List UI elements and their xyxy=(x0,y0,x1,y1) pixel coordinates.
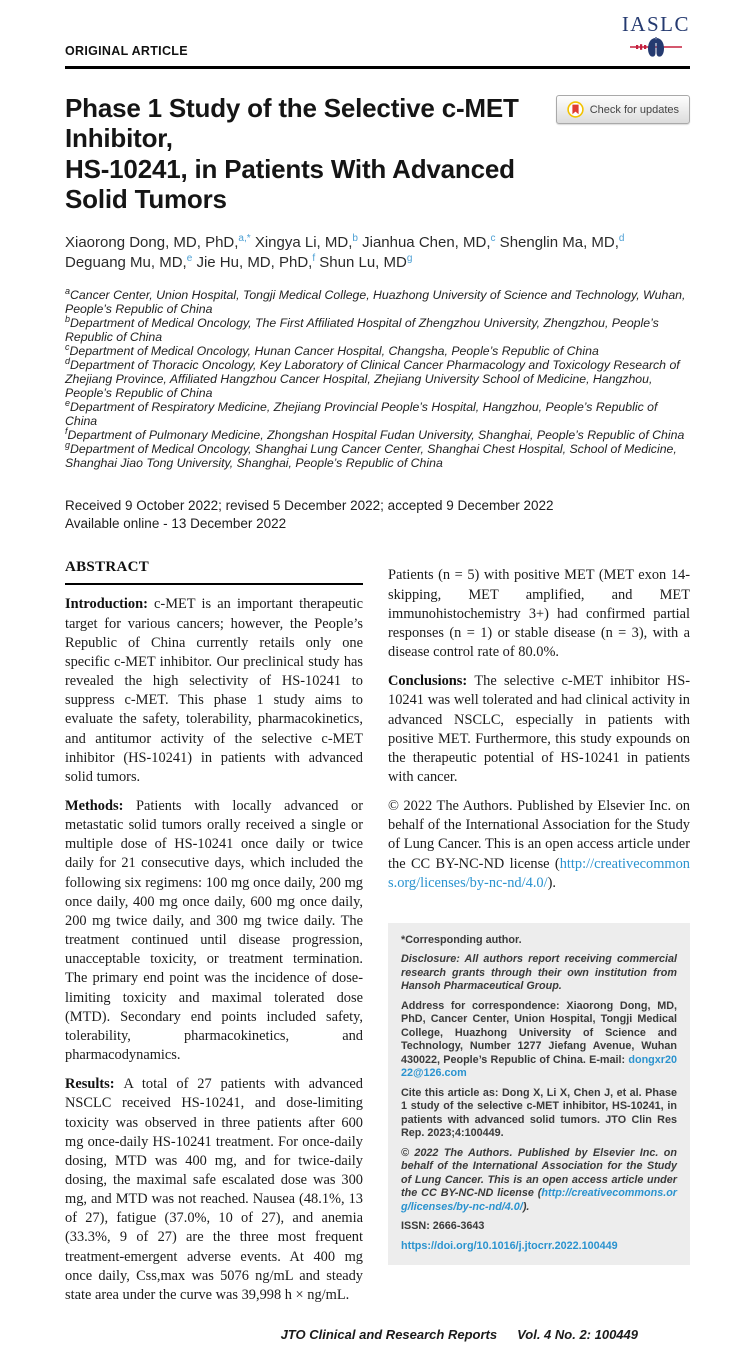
page-header xyxy=(65,14,690,69)
abstract-paragraph: Introduction: c-MET is an important therapeutic target for various cancers; however, the People’s Republic of China currently retails only one specific c-MET inhibitor. Our preclinical study has revealed the high selectivity of HS-10241 to suppress c-MET. This phase 1 study aims to evaluate the safety, tolerability, pharmacokinetics, and antitumor activity of the selective c-MET inhibitor (HS-10241) in patients with advanced solid tumors. xyxy=(65,596,363,785)
affiliation-superscript: g xyxy=(65,439,71,450)
affiliation: $^g$Department of Medical Oncology, Shanghai Lung Cancer Center, Shanghai Chest Hospital, School of Medicine, Shanghai Jiao Tong University, Shanghai, People’s Republic of China xyxy=(65,439,677,470)
iaslc-logo-text: IASLC xyxy=(621,12,690,36)
author-superscript: a,* xyxy=(238,232,251,244)
affiliation: $^d$Department of Thoracic Oncology, Key Laboratory of Clinical Cancer Pharmacology and Toxicology Research of Zhejiang Province, Affiliated Hangzhou Cancer Hospital, Zhejiang University School of Medicine, Hangzhou, People’s Republic of China xyxy=(65,355,680,400)
abstract-heading-rule xyxy=(65,583,363,585)
affiliation-superscript: c xyxy=(65,341,70,352)
paragraph-label: Methods: xyxy=(65,798,136,814)
footnote-paragraph: Cite this article as: Dong X, Li X, Chen J, et al. Phase 1 study of the selective c-MET inhibitor, HS-10241, in patients with advanced solid tumors. JTO Clin Res Rep. 2023;4:100449. xyxy=(401,1086,677,1140)
affiliation: $^e$Department of Respiratory Medicine, Zhejiang Provincial People’s Hospital, Hangzhou, People’s Republic of China xyxy=(65,397,658,428)
abstract-section xyxy=(65,559,690,1305)
footnote-paragraph: Address for correspondence: Xiaorong Dong, MD, PhD, Cancer Center, Union Hospital, Tongji Medical College, Huazhong University of Science and Technology, Number 1277 Jiefang Avenue, Wuhan 430022, People’s Republic of China. E-mail: dongxr2022@126.com xyxy=(401,999,677,1080)
affiliation-superscript: e xyxy=(65,397,71,408)
check-for-updates-button[interactable] xyxy=(556,95,690,124)
page-footer xyxy=(65,1305,690,1346)
affiliation-superscript: f xyxy=(65,425,68,436)
available-online-date: Available online - 13 December 2022 xyxy=(65,516,287,532)
abstract-left-column xyxy=(65,559,363,1305)
footnote-box xyxy=(388,923,690,1266)
author-superscript: b xyxy=(352,232,358,244)
affiliation: $^a$Cancer Center, Union Hospital, Tongji Medical College, Huazhong University of Science and Technology, Wuhan, People’s Republic of China xyxy=(65,285,686,316)
author-superscript: g xyxy=(406,253,413,265)
abstract-paragraph: © 2022 The Authors. Published by Elsevier Inc. on behalf of the International Association for the Study of Lung Cancer. This is an open access article under the CC BY-NC-ND license (http://creativecommons.org/licenses/by-nc-nd/4.0/). xyxy=(388,798,690,891)
title-line-2: HS-10241, in Patients With Advanced Solid Tumors xyxy=(65,153,515,215)
affiliation-superscript: a xyxy=(65,285,71,296)
footnote-paragraph xyxy=(401,1240,677,1254)
doi-link[interactable]: https://doi.org/10.1016/j.jtocrr.2022.100449 xyxy=(401,1239,618,1252)
iaslc-logo xyxy=(622,14,690,64)
footer-volume-info: Vol. 4 No. 2: 100449 xyxy=(517,1327,638,1343)
license-link[interactable]: http://creativecommons.org/licenses/by-nc-nd/4.0/ xyxy=(401,1187,677,1213)
article-dates xyxy=(65,497,690,533)
license-link[interactable]: http://creativecommons.org/licenses/by-nc-nd/4.0/ xyxy=(388,855,690,891)
affiliation: $^f$Department of Pulmonary Medicine, Zhongshan Hospital Fudan University, Shanghai, People’s Republic of China xyxy=(65,425,685,442)
paragraph-label: Results: xyxy=(65,1076,124,1093)
footnote-paragraph: © 2022 The Authors. Published by Elsevier Inc. on behalf of the International Association for the Study of Lung Cancer. This is an open access article under the CC BY-NC-ND license (http://creativecommons.org/licenses/by-nc-nd/4.0/). xyxy=(401,1146,677,1213)
affiliation-superscript: d xyxy=(65,355,71,366)
iaslc-lungs-icon xyxy=(630,36,682,64)
affiliations xyxy=(65,285,690,470)
author-list: Xiaorong Dong, MD, PhD,$^{a,*}$ Xingya Li, MD,$^b$ Jianhua Chen, MD,$^c$ Shenglin Ma, MD,$^d$ Deguang Mu, MD,$^e$ Jie Hu, MD, PhD,$^f$ Shun Lu, $MD^g$ xyxy=(65,232,625,272)
affiliation-superscript: b xyxy=(65,313,71,324)
affiliation: $^c$Department of Medical Oncology, Hunan Cancer Hospital, Changsha, People’s Republic of China xyxy=(65,341,599,358)
abstract-right-column xyxy=(388,559,690,1305)
title-section xyxy=(65,93,690,215)
author-superscript: e xyxy=(186,253,193,265)
title-line-1: Phase 1 Study of the Selective c-MET Inhibitor, xyxy=(65,93,519,154)
paragraph-label: Introduction: xyxy=(65,596,155,613)
abstract-paragraph: Results: A total of 27 patients with advanced NSCLC received HS-10241, and dose-limiting toxicity was observed in three patients after 600 mg once-daily HS-10241 treatment. For once-daily dosing, MTD was 400 mg, and for twice-daily dosing, the maximal safe escalated dose was 300 mg, and MTD was not reached. Nausea (48.1%, 13 of 27), fatigue (37.0%, 10 of 27), and anemia (33.3%, 9 of 27) are the three most frequent treatment-emergent adverse events. At 400 mg once daily, Css,max was 5076 ng/mL and steady state area under the curve was 39,998 h × ng/mL. xyxy=(65,1076,363,1303)
author-superscript: c xyxy=(490,232,496,244)
footer-journal-name: JTO Clinical and Research Reports xyxy=(280,1327,498,1343)
email-link[interactable]: dongxr2022@126.com xyxy=(401,1053,677,1080)
affiliation: $^b$Department of Medical Oncology, The First Affiliated Hospital of Zhengzhou University, Zhengzhou, People’s Republic of China xyxy=(65,313,659,344)
footnote-paragraph: *Corresponding author. xyxy=(401,933,522,946)
author-superscript: f xyxy=(312,253,316,265)
abstract-paragraph: Conclusions: The selective c-MET inhibitor HS-10241 was well tolerated and had clinical activity in advanced NSCLC, especially in patients with positive MET. Furthermore, this study expounds on the therapeutic potential of HS-10241 in patients with cancer. xyxy=(388,673,690,785)
article-type-label: ORIGINAL ARTICLE xyxy=(65,44,188,58)
abstract-heading: ABSTRACT xyxy=(65,559,150,576)
footnote-paragraph: ISSN: 2666-3643 xyxy=(401,1220,485,1233)
check-for-updates-label: Check for updates xyxy=(589,103,679,116)
article-title xyxy=(65,93,556,215)
footnote-paragraph: Disclosure: All authors report receiving commercial research grants through their own institution from Hansoh Pharmaceutical Group. xyxy=(401,953,677,993)
abstract-paragraph: Methods: Patients with locally advanced or metastatic solid tumors orally received a single or multiple dose of HS-10241 once daily or twice daily for 21 consecutive days, which included the following six regimens: 100 mg once daily, 200 mg once daily, 400 mg once daily, 600 mg once daily, 200 mg twice daily, and 300 mg twice daily. The treatment continued until disease progression, unacceptable toxicity, or treatment termination. The primary end point was the incidence of dose-limiting toxicity and maximal tolerated dose (MTD). Secondary end points included safety, tolerability, pharmacokinetics, and pharmacodynamics. xyxy=(65,798,363,1064)
header-divider xyxy=(65,66,690,69)
received-dates: Received 9 October 2022; revised 5 December 2022; accepted 9 December 2022 xyxy=(65,498,554,513)
paragraph-label: Conclusions: xyxy=(388,673,475,690)
abstract-paragraph: Patients (n = 5) with positive MET (MET exon 14-skipping, MET amplified, and MET immunohistochemistry 3+) had confirmed partial responses (n = 1) or stable disease (n = 3), with a disease control rate of 80.0%. xyxy=(388,567,690,661)
author-superscript: d xyxy=(618,232,625,244)
crossmark-icon xyxy=(567,101,584,118)
